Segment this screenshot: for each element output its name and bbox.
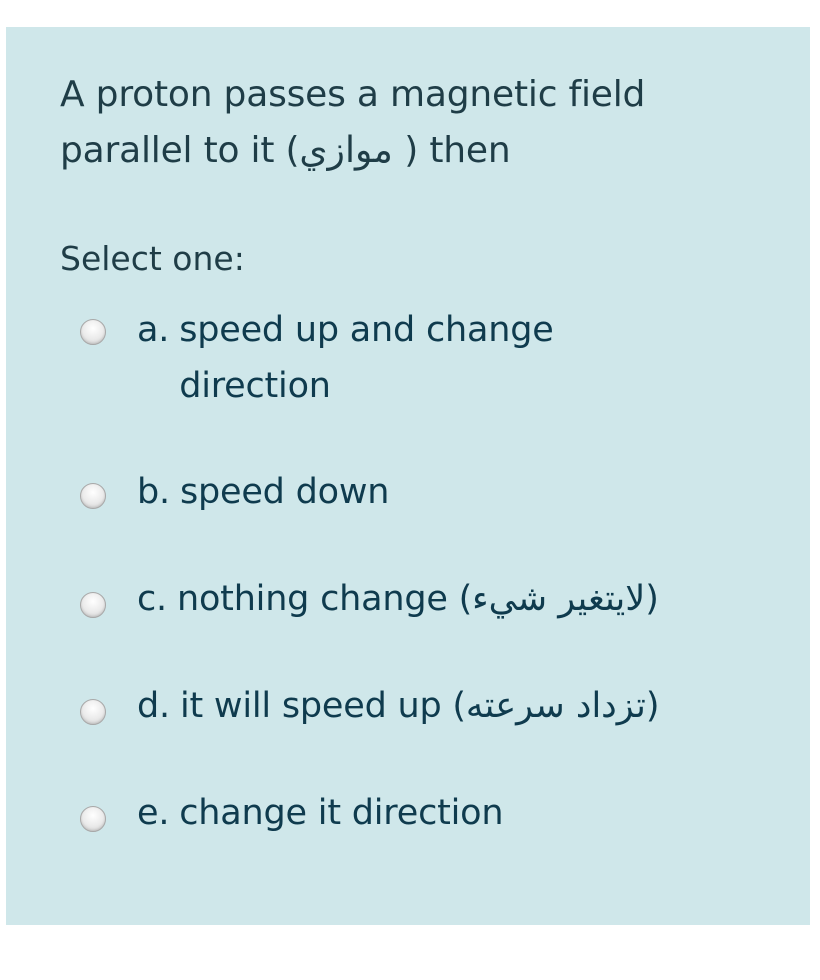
option-d-text: it will speed up (تزداد سرعته) xyxy=(179,686,660,726)
option-c-text: nothing change (لايتغير شيء) xyxy=(176,579,659,619)
option-d-letter: d. xyxy=(137,686,170,726)
option-b-text: speed down xyxy=(179,472,390,512)
option-e-letter: e. xyxy=(137,793,170,833)
radio-button-d[interactable] xyxy=(80,699,106,725)
option-a-label[interactable] xyxy=(137,302,757,414)
option-e-text: change it direction xyxy=(179,793,504,833)
option-a-text: speed up and change direction xyxy=(179,310,554,406)
option-d-label[interactable] xyxy=(137,678,757,734)
question-panel xyxy=(6,27,810,925)
radio-button-e[interactable] xyxy=(80,806,106,832)
option-a-letter: a. xyxy=(137,310,170,350)
option-c-label[interactable] xyxy=(137,571,757,627)
question-text: A proton passes a magnetic field parallel to it (موازي ) then xyxy=(60,74,646,171)
select-one-label: Select one: xyxy=(60,239,245,278)
radio-button-c[interactable] xyxy=(80,592,106,618)
option-b-label[interactable] xyxy=(137,464,757,520)
radio-button-b[interactable] xyxy=(80,483,106,509)
radio-button-a[interactable] xyxy=(80,319,106,345)
option-b-letter: b. xyxy=(137,472,170,512)
option-c-letter: c. xyxy=(137,579,167,619)
option-e-label[interactable] xyxy=(137,785,757,841)
